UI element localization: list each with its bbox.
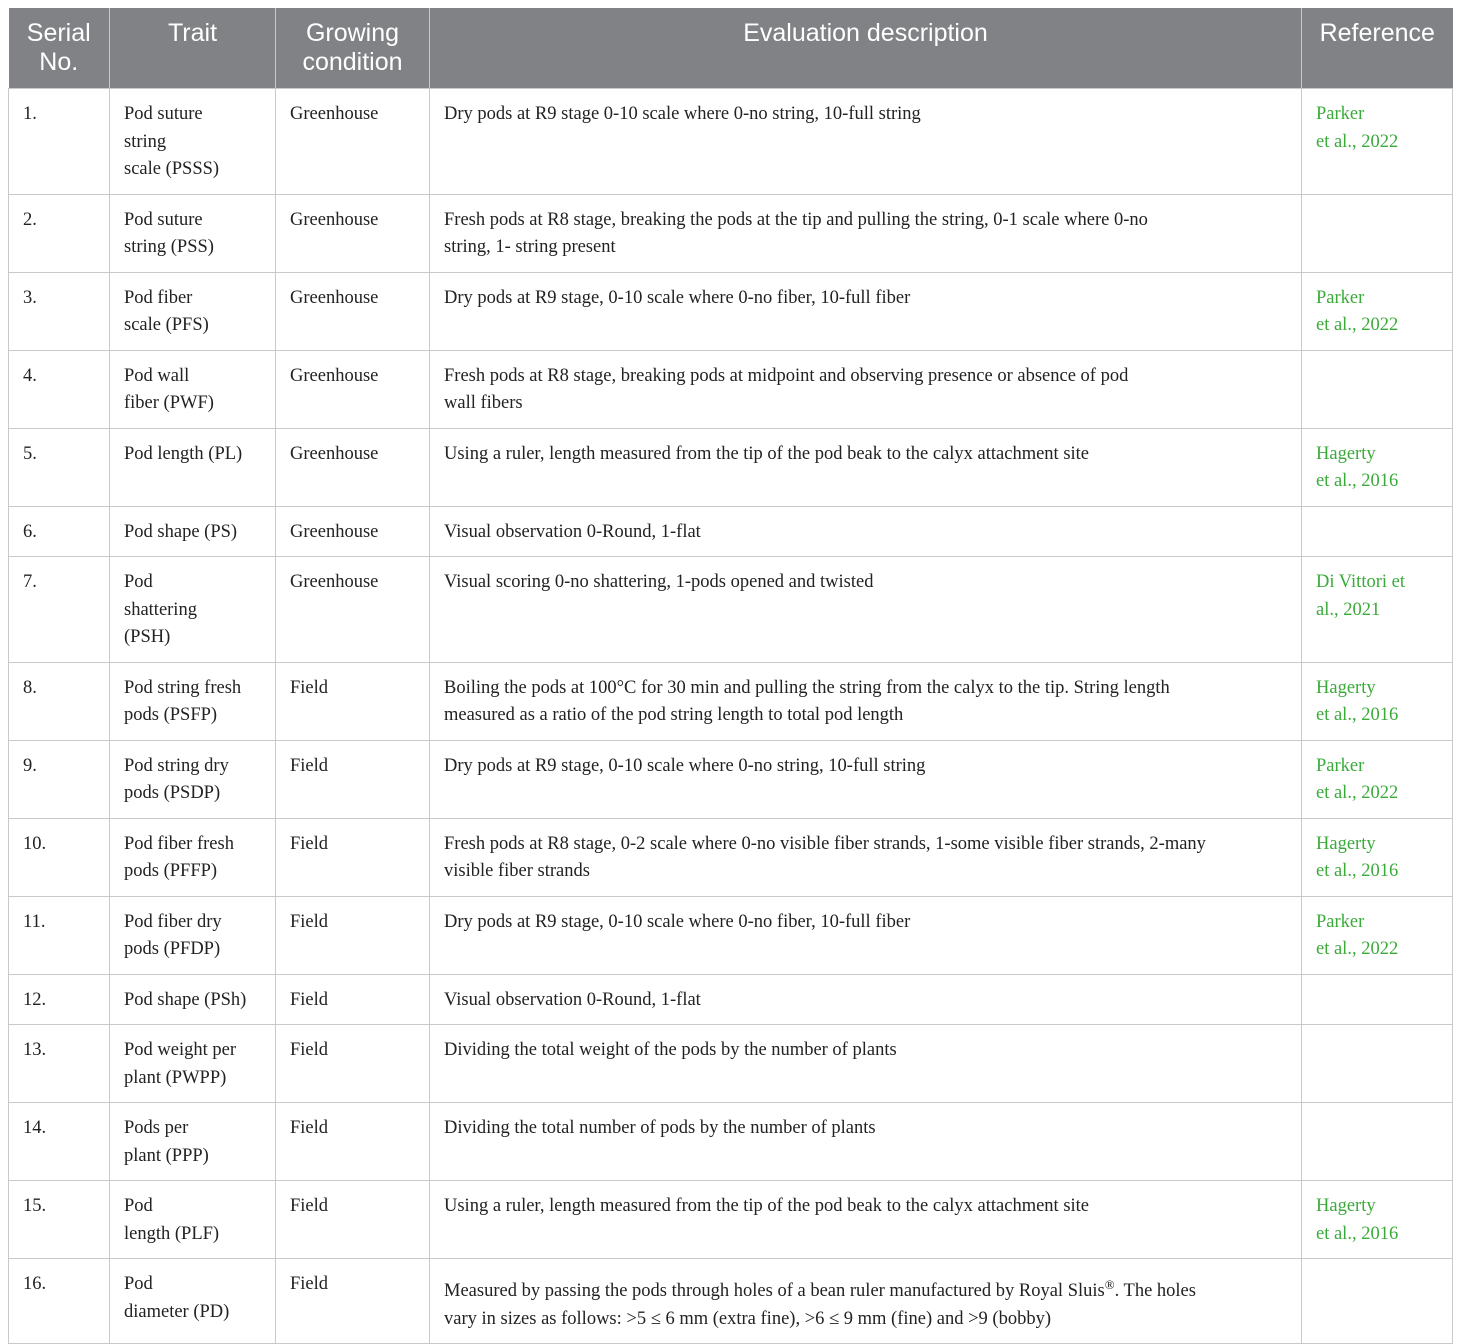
evaluation-description-cell-line: Visual observation 0-Round, 1-flat <box>444 989 701 1010</box>
evaluation-description-cell-line: wall fibers <box>444 393 523 413</box>
evaluation-description-cell <box>430 506 1302 557</box>
growing-condition-cell: Field <box>276 974 430 1025</box>
serial-cell: 15. <box>9 1181 110 1259</box>
table-row <box>9 1025 1453 1103</box>
serial-cell: 8. <box>9 662 110 740</box>
trait-cell-line: length (PLF) <box>124 1223 220 1244</box>
reference-cell[interactable] <box>1302 662 1453 740</box>
table-row <box>9 506 1453 557</box>
reference-cell[interactable] <box>1302 428 1453 506</box>
reference-cell-line: et al., 2022 <box>1316 131 1399 152</box>
trait-cell-line: Pod fiber <box>124 287 193 308</box>
trait-cell-line: Pod suture <box>124 104 203 124</box>
serial-cell: 10. <box>9 818 110 896</box>
trait-cell <box>110 818 276 896</box>
growing-condition-cell: Field <box>276 1103 430 1181</box>
trait-cell-line: pods (PFFP) <box>124 861 218 881</box>
evaluation-description-cell <box>430 89 1302 195</box>
reference-cell-line: Hagerty <box>1316 833 1376 854</box>
serial-cell: 14. <box>9 1103 110 1181</box>
growing-condition-cell: Field <box>276 662 430 740</box>
growing-condition-cell: Greenhouse <box>276 557 430 663</box>
evaluation-description-cell-line: Dry pods at R9 stage 0-10 scale where 0-no string, 10-full string <box>444 104 921 124</box>
evaluation-description-cell-line: Dry pods at R9 stage, 0-10 scale where 0-no fiber, 10-full fiber <box>444 911 911 932</box>
serial-cell: 9. <box>9 740 110 818</box>
header-row <box>9 8 1453 89</box>
trait-cell-line: Pod string fresh <box>124 677 242 698</box>
evaluation-description-cell-line: visible fiber strands <box>444 861 590 881</box>
reference-cell[interactable] <box>1302 272 1453 350</box>
reference-cell <box>1302 1025 1453 1103</box>
reference-cell[interactable] <box>1302 896 1453 974</box>
evaluation-description-cell-line: Fresh pods at R8 stage, 0-2 scale where 0-no visible fiber strands, 1-some visible fiber strands, 2-many <box>444 833 1206 854</box>
reference-cell-line: et al., 2016 <box>1316 1223 1399 1244</box>
trait-cell-line: shattering <box>124 599 197 620</box>
trait-cell-line: pods (PSDP) <box>124 783 221 803</box>
trait-cell-line: Pod <box>124 1274 153 1294</box>
reference-cell[interactable] <box>1302 1181 1453 1259</box>
trait-cell-line: diameter (PD) <box>124 1301 230 1322</box>
trait-cell-line: scale (PFS) <box>124 315 209 335</box>
evaluation-description-cell-line: Dry pods at R9 stage, 0-10 scale where 0-no string, 10-full string <box>444 755 926 776</box>
serial-cell: 16. <box>9 1259 110 1344</box>
reference-cell[interactable] <box>1302 818 1453 896</box>
trait-cell-line: Pod suture <box>124 209 203 230</box>
reference-cell <box>1302 1259 1453 1344</box>
reference-cell-line: Di Vittori et <box>1316 572 1405 592</box>
growing-condition-cell: Field <box>276 1259 430 1344</box>
reference-cell-line: et al., 2022 <box>1316 315 1399 335</box>
evaluation-description-cell-line: Fresh pods at R8 stage, breaking the pods at the tip and pulling the string, 0-1 scale where 0-no <box>444 209 1148 230</box>
serial-cell: 12. <box>9 974 110 1025</box>
growing-condition-cell: Greenhouse <box>276 506 430 557</box>
serial-cell: 13. <box>9 1025 110 1103</box>
trait-cell-line: fiber (PWF) <box>124 393 214 413</box>
evaluation-description-cell <box>430 1025 1302 1103</box>
reference-cell[interactable] <box>1302 89 1453 195</box>
trait-cell <box>110 428 276 506</box>
trait-cell-line: Pod <box>124 572 153 592</box>
evaluation-description-cell-line: Boiling the pods at 100°C for 30 min and pulling the string from the calyx to the tip. String length <box>444 677 1170 698</box>
evaluation-description-cell <box>430 740 1302 818</box>
evaluation-description-cell <box>430 1259 1302 1344</box>
reference-cell <box>1302 1103 1453 1181</box>
trait-cell-line: plant (PWPP) <box>124 1067 227 1088</box>
reference-cell-line: et al., 2016 <box>1316 705 1399 725</box>
table-row <box>9 818 1453 896</box>
trait-cell-line: string (PSS) <box>124 237 214 257</box>
header-trait: Trait <box>110 8 276 89</box>
registered-mark: ® <box>1104 1277 1115 1292</box>
table-container <box>8 8 1452 1344</box>
trait-cell-line: Pod shape (PS) <box>124 521 238 542</box>
reference-cell <box>1302 506 1453 557</box>
trait-cell-line: scale (PSSS) <box>124 159 220 179</box>
growing-condition-cell: Field <box>276 1181 430 1259</box>
trait-cell <box>110 506 276 557</box>
reference-cell-line: Hagerty <box>1316 443 1376 464</box>
evaluation-description-cell <box>430 1103 1302 1181</box>
trait-cell <box>110 662 276 740</box>
table-row <box>9 974 1453 1025</box>
table-row <box>9 662 1453 740</box>
serial-cell: 2. <box>9 194 110 272</box>
evaluation-description-cell-line: Measured by passing the pods through holes of a bean ruler manufactured by Royal Sluis®. The holes <box>444 1277 1196 1302</box>
evaluation-description-cell <box>430 194 1302 272</box>
trait-cell <box>110 557 276 663</box>
growing-condition-cell: Greenhouse <box>276 272 430 350</box>
reference-cell[interactable] <box>1302 740 1453 818</box>
evaluation-description-cell-line: string, 1- string present <box>444 237 616 257</box>
trait-cell-line: Pod <box>124 1196 153 1216</box>
trait-cell-line: pods (PSFP) <box>124 705 218 725</box>
serial-cell: 5. <box>9 428 110 506</box>
growing-condition-cell: Field <box>276 896 430 974</box>
evaluation-description-cell-line: Dividing the total number of pods by the number of plants <box>444 1118 876 1138</box>
trait-cell <box>110 194 276 272</box>
trait-cell-line: pods (PFDP) <box>124 939 221 959</box>
trait-cell-line: plant (PPP) <box>124 1145 209 1166</box>
evaluation-description-cell-line: measured as a ratio of the pod string length to total pod length <box>444 705 904 725</box>
table-row <box>9 350 1453 428</box>
reference-cell <box>1302 350 1453 428</box>
trait-cell <box>110 1181 276 1259</box>
trait-cell <box>110 896 276 974</box>
table-row <box>9 272 1453 350</box>
trait-cell-line: Pod shape (PSh) <box>124 989 247 1010</box>
reference-cell-line: Hagerty <box>1316 677 1376 698</box>
reference-cell-line: Parker <box>1316 104 1365 124</box>
trait-cell-line: Pod fiber fresh <box>124 833 234 854</box>
serial-cell: 7. <box>9 557 110 663</box>
reference-cell <box>1302 974 1453 1025</box>
trait-cell <box>110 272 276 350</box>
trait-cell-line: (PSH) <box>124 627 171 647</box>
header-evaluation-description: Evaluation description <box>430 8 1302 89</box>
header-serial: Serial No. <box>9 8 110 89</box>
serial-cell: 1. <box>9 89 110 195</box>
reference-cell-line: Hagerty <box>1316 1196 1376 1216</box>
table-row <box>9 89 1453 195</box>
table-row <box>9 428 1453 506</box>
traits-table <box>8 8 1453 1344</box>
reference-cell-line: et al., 2022 <box>1316 783 1399 803</box>
evaluation-description-cell <box>430 662 1302 740</box>
table-row <box>9 194 1453 272</box>
trait-cell-line: Pod length (PL) <box>124 443 243 464</box>
serial-cell: 4. <box>9 350 110 428</box>
trait-cell <box>110 350 276 428</box>
growing-condition-cell: Greenhouse <box>276 89 430 195</box>
trait-cell <box>110 1259 276 1344</box>
evaluation-description-cell <box>430 818 1302 896</box>
trait-cell <box>110 974 276 1025</box>
trait-cell-line: Pod fiber dry <box>124 911 222 932</box>
growing-condition-cell: Greenhouse <box>276 350 430 428</box>
evaluation-description-cell-line: Dividing the total weight of the pods by the number of plants <box>444 1040 897 1060</box>
table-row <box>9 557 1453 663</box>
table-row <box>9 1259 1453 1344</box>
table-row <box>9 740 1453 818</box>
evaluation-description-cell <box>430 896 1302 974</box>
trait-cell <box>110 740 276 818</box>
evaluation-description-cell-line: Fresh pods at R8 stage, breaking pods at midpoint and observing presence or absence of pod <box>444 365 1129 386</box>
evaluation-description-cell <box>430 974 1302 1025</box>
table-row <box>9 1181 1453 1259</box>
evaluation-description-cell-line: vary in sizes as follows: >5 ≤ 6 mm (extra fine), >6 ≤ 9 mm (fine) and >9 (bobby) <box>444 1308 1051 1329</box>
reference-cell-line: al., 2021 <box>1316 599 1381 620</box>
serial-cell: 6. <box>9 506 110 557</box>
growing-condition-cell: Greenhouse <box>276 428 430 506</box>
table-row <box>9 896 1453 974</box>
reference-cell-line: et al., 2016 <box>1316 861 1399 881</box>
header-reference: Reference <box>1302 8 1453 89</box>
evaluation-description-cell-line: Dry pods at R9 stage, 0-10 scale where 0-no fiber, 10-full fiber <box>444 287 911 308</box>
evaluation-description-cell-line: Using a ruler, length measured from the tip of the pod beak to the calyx attachment site <box>444 443 1090 464</box>
trait-cell-line: Pod string dry <box>124 755 229 776</box>
evaluation-description-cell <box>430 272 1302 350</box>
trait-cell-line: Pod weight per <box>124 1040 237 1060</box>
evaluation-description-cell <box>430 350 1302 428</box>
serial-cell: 3. <box>9 272 110 350</box>
trait-cell <box>110 1103 276 1181</box>
serial-cell: 11. <box>9 896 110 974</box>
reference-cell-line: et al., 2022 <box>1316 939 1399 959</box>
evaluation-description-cell-line: Using a ruler, length measured from the tip of the pod beak to the calyx attachment site <box>444 1196 1090 1216</box>
growing-condition-cell: Greenhouse <box>276 194 430 272</box>
reference-cell-line: et al., 2016 <box>1316 471 1399 491</box>
reference-cell-line: Parker <box>1316 911 1365 932</box>
trait-cell-line: Pod wall <box>124 365 190 386</box>
evaluation-description-cell-line: Visual scoring 0-no shattering, 1-pods opened and twisted <box>444 572 874 592</box>
growing-condition-cell: Field <box>276 740 430 818</box>
trait-cell-line: string <box>124 131 167 152</box>
evaluation-description-cell <box>430 428 1302 506</box>
trait-cell <box>110 1025 276 1103</box>
evaluation-description-cell <box>430 1181 1302 1259</box>
evaluation-description-cell <box>430 557 1302 663</box>
trait-cell-line: Pods per <box>124 1118 189 1138</box>
growing-condition-cell: Field <box>276 818 430 896</box>
reference-cell-line: Parker <box>1316 755 1365 776</box>
evaluation-description-cell-line: Visual observation 0-Round, 1-flat <box>444 521 701 542</box>
header-growing-condition: Growing condition <box>276 8 430 89</box>
reference-cell <box>1302 194 1453 272</box>
trait-cell <box>110 89 276 195</box>
reference-cell-line: Parker <box>1316 287 1365 308</box>
reference-cell[interactable] <box>1302 557 1453 663</box>
table-row <box>9 1103 1453 1181</box>
growing-condition-cell: Field <box>276 1025 430 1103</box>
